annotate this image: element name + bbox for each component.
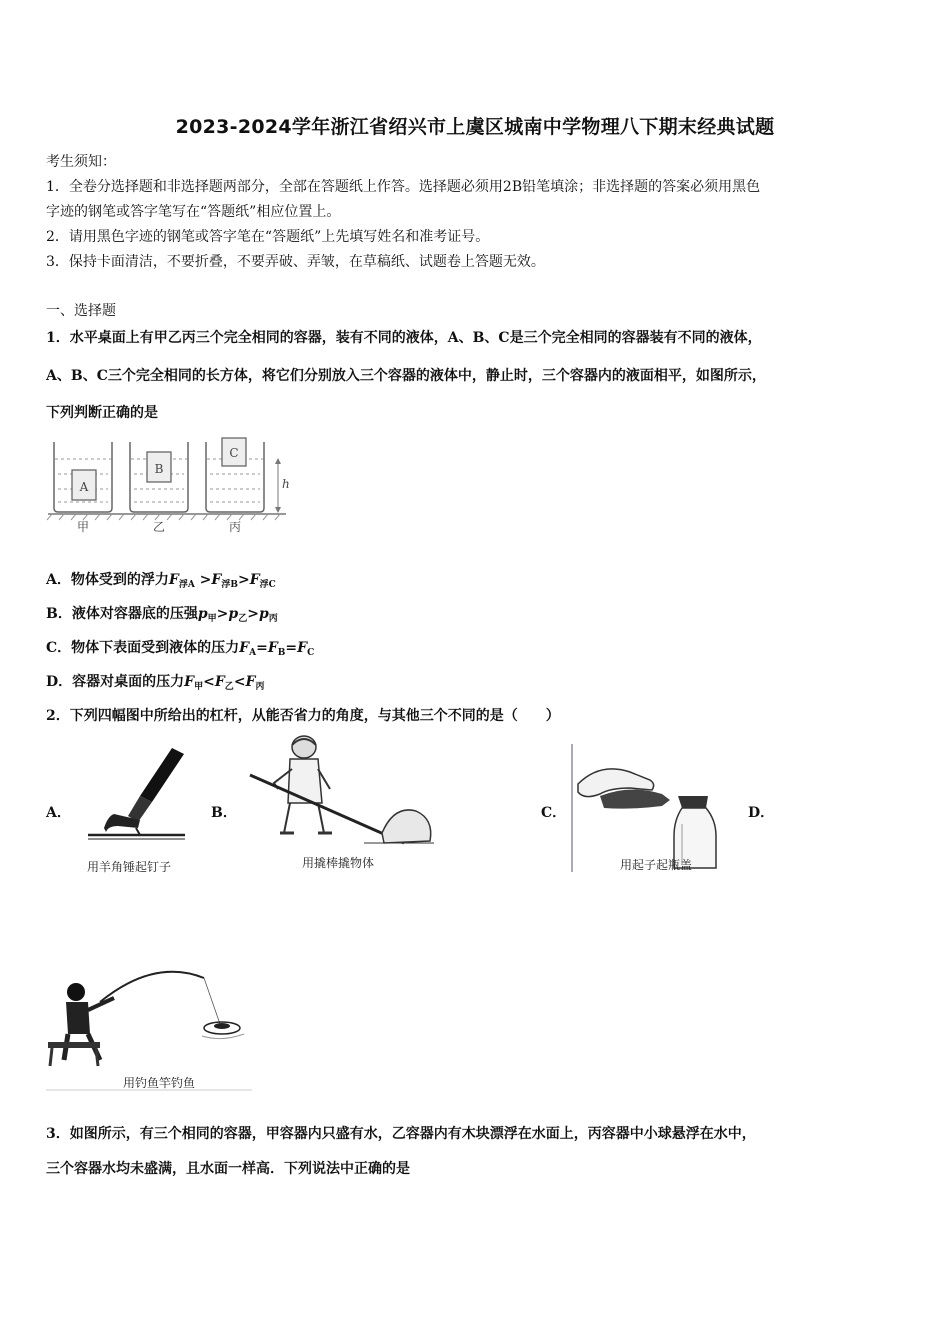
- hammer-figure: [80, 742, 200, 877]
- q1-stem-line-1: 1．水平桌面上有甲乙丙三个完全相同的容器，装有不同的液体，A、B、C是三个完全相同的容器装有不同的液体，: [46, 330, 762, 346]
- crowbar-figure: [244, 733, 439, 858]
- caption-bottle-opener: 用起子起瓶盖: [620, 858, 693, 872]
- q3-stem-line-2: 三个容器水均未盛满，且水面一样高．下列说法中正确的是: [46, 1161, 410, 1177]
- bottle-opener-figure: [570, 744, 730, 874]
- q1-stem-line-2: A、B、C三个完全相同的长方体，将它们分别放入三个容器的液体中，静止时，三个容器内的液面相平，如图所示，: [46, 368, 766, 384]
- fishing-rod-figure: [44, 962, 259, 1092]
- q2-option-a-label[interactable]: A．: [46, 805, 71, 821]
- q1-option-a[interactable]: A．物体受到的浮力$F_{浮A} >F_{浮B}>F_{浮C}$: [46, 572, 276, 590]
- section-heading: 一、选择题: [46, 303, 116, 319]
- caption-crowbar: 用撬棒撬物体: [302, 856, 375, 870]
- notice-heading: 考生须知：: [46, 154, 116, 170]
- notice-item-1: 1．全卷分选择题和非选择题两部分，全部在答题纸上作答。选择题必须用2B铅笔填涂；非选择题的答案必须用黑色: [46, 179, 761, 195]
- q2-option-d-label[interactable]: D．: [748, 805, 775, 821]
- q1-containers-figure: [46, 434, 296, 534]
- q1-option-c[interactable]: C．物体下表面受到液体的压力$F_A=F_B=F_C$: [46, 640, 315, 658]
- notice-item-1-cont: 字迹的钢笔或答字笔写在“答题纸”相应位置上。: [46, 204, 341, 220]
- notice-item-3: 3．保持卡面清洁，不要折叠，不要弄破、弄皱，在草稿纸、试题卷上答题无效。: [46, 254, 545, 270]
- container-label-bing: 丙: [228, 520, 242, 534]
- q2-stem: 2．下列四幅图中所给出的杠杆，从能否省力的角度，与其他三个不同的是（ ）: [46, 708, 560, 724]
- q3-stem-line-1: 3．如图所示，有三个相同的容器，甲容器内只盛有水，乙容器内有木块漂浮在水面上，丙容器中小球悬浮在水中，: [46, 1126, 756, 1142]
- page-title: 2023-2024学年浙江省绍兴市上虞区城南中学物理八下期末经典试题: [175, 116, 775, 138]
- q2-option-b-label[interactable]: B．: [211, 805, 237, 821]
- caption-fishing-rod: 用钓鱼竿钓鱼: [123, 1076, 196, 1090]
- block-b-label: B: [154, 462, 164, 476]
- q2-option-c-label[interactable]: C．: [541, 805, 567, 821]
- block-c-label: C: [229, 446, 239, 460]
- container-label-jia: 甲: [76, 520, 90, 534]
- height-label: h: [282, 477, 290, 491]
- notice-item-2: 2．请用黑色字迹的钢笔或答字笔在“答题纸”上先填写姓名和准考证号。: [46, 229, 490, 245]
- q1-option-b[interactable]: B．液体对容器底的压强$p_甲>p_乙>p_丙$: [46, 606, 278, 624]
- caption-hammer: 用羊角锤起钉子: [87, 860, 172, 874]
- block-a-label: A: [79, 480, 89, 494]
- q1-option-d[interactable]: D．容器对桌面的压力$F_甲<F_乙<F_丙$: [46, 674, 265, 692]
- container-label-yi: 乙: [152, 520, 166, 534]
- q1-stem-line-3: 下列判断正确的是: [46, 405, 158, 421]
